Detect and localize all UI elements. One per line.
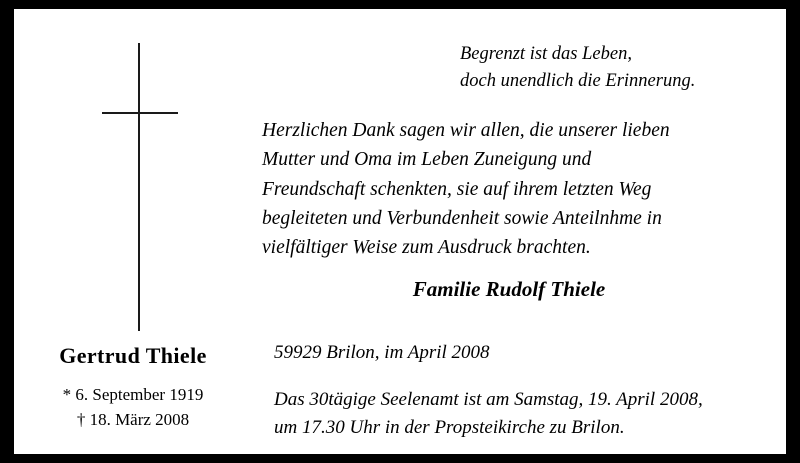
cross-icon xyxy=(14,9,252,339)
cross-vertical-bar xyxy=(138,43,140,331)
thanks-line-3: Freundschaft schenkten, sie auf ihrem letzten Weg xyxy=(262,178,652,200)
notice-text-column xyxy=(252,9,786,454)
family-signature: Familie Rudolf Thiele xyxy=(412,277,606,301)
verse-block xyxy=(460,41,695,95)
cross-horizontal-bar xyxy=(102,112,178,114)
death-date: † 18. März 2008 xyxy=(76,409,190,429)
birth-date: * 6. September 1919 xyxy=(62,385,204,404)
verse-line-1: Begrenzt ist das Leben, xyxy=(460,44,632,64)
life-dates xyxy=(14,383,252,432)
place-and-date: 59929 Brilon, im April 2008 xyxy=(274,342,490,363)
thanks-paragraph xyxy=(262,116,782,262)
obituary-notice xyxy=(14,9,786,454)
thanks-line-1: Herzlichen Dank sagen wir allen, die unserer lieben xyxy=(262,120,670,141)
deceased-block xyxy=(14,343,252,432)
service-line-1: Das 30tägige Seelenamt ist am Samstag, 19. April 2008, xyxy=(274,389,703,410)
service-line-2: um 17.30 Uhr in der Propsteikirche zu Brilon. xyxy=(274,416,625,438)
memorial-service-info xyxy=(274,386,703,441)
verse-line-2: doch unendlich die Erinnerung. xyxy=(460,70,696,91)
thanks-line-4: begleiteten und Verbundenheit sowie Anteilnhme in xyxy=(262,207,662,229)
thanks-line-5: vielfältiger Weise zum Ausdruck brachten. xyxy=(262,237,591,258)
deceased-name: Gertrud Thiele xyxy=(59,343,207,368)
thanks-line-2: Mutter und Oma im Leben Zuneigung und xyxy=(262,149,592,171)
